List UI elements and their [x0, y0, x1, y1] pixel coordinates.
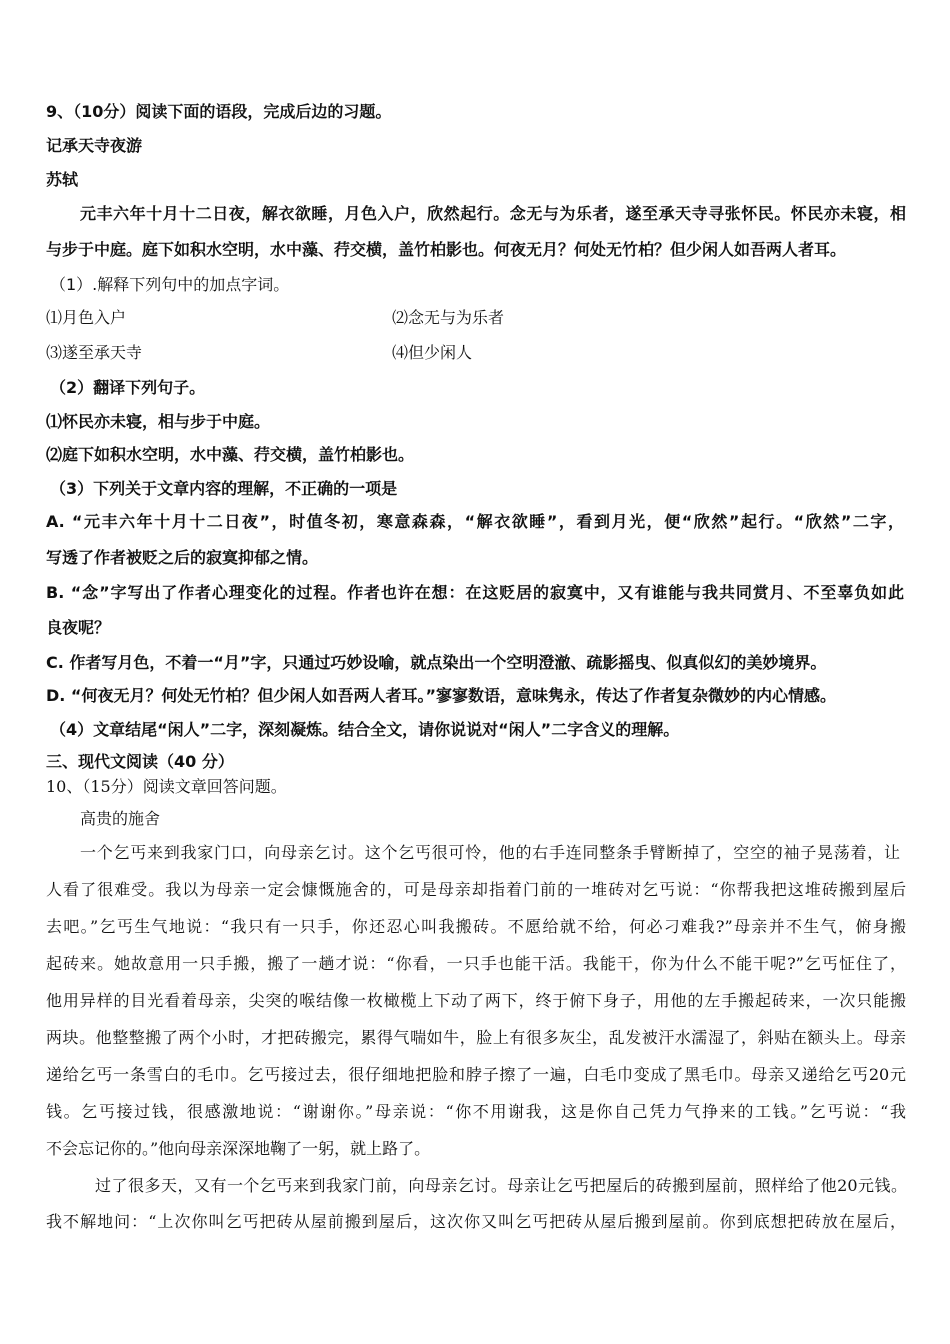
q9-poem-title: 记承天寺夜游 — [46, 136, 143, 155]
section3-heading: 三、现代文阅读（40 分） — [46, 752, 234, 771]
q10-para-line: 钱。乞丐接过钱，很感激地说：“谢谢你。”母亲说：“你不用谢我，这是你自己凭力气挣来的工钱。”乞丐说：“我 — [46, 1102, 906, 1121]
q10-para-line: 不会忘记你的。”他向母亲深深地鞠了一躬，就上路了。 — [46, 1139, 431, 1158]
q9-sub1-item-3: ⑶遂至承天寺 — [46, 343, 143, 362]
q10-para-line: 人看了很难受。我以为母亲一定会慷慨施舍的，可是母亲却指着门前的一堆砖对乞丐说：“你帮我把这堆砖搬到屋后 — [46, 880, 906, 899]
q10-para-line: 起砖来。她故意用一只手搬，搬了一趟才说：“你看，一只手也能干活。我能干，你为什么不能干呢?”乞丐怔住了， — [46, 954, 906, 973]
q10-para-line: 一个乞丐来到我家门口，向母亲乞讨。这个乞丐很可怜，他的右手连同整条手臂断掉了，空空的袖子晃荡着，让 — [80, 843, 900, 862]
q9-sub1-prompt: （1）.解释下列句中的加点字词。 — [50, 275, 290, 294]
q9-option-c: C. 作者写月色，不着一“月”字，只通过巧妙设喻，就点染出一个空明澄澈、疏影摇曳、似真似幻的美妙境界。 — [46, 653, 827, 672]
q10-article-title: 高贵的施舍 — [80, 809, 161, 828]
q10-para-line: 两块。他整整搬了两个小时，才把砖搬完，累得气喘如牛，脸上有很多灰尘，乱发被汗水濡湿了，斜贴在额头上。母亲 — [46, 1028, 906, 1047]
q9-sub2-prompt: （2）翻译下列句子。 — [50, 378, 206, 397]
q9-sub2-item-1: ⑴怀民亦未寝，相与步于中庭。 — [46, 412, 271, 431]
q9-sub1-item-1: ⑴月色入户 — [46, 308, 127, 327]
q10-para-line: 我不解地问：“上次你叫乞丐把砖从屋前搬到屋后，这次你又叫乞丐把砖从屋后搬到屋前。你到底想把砖放在屋后， — [46, 1212, 906, 1231]
q9-sub2-item-2: ⑵庭下如积水空明，水中藻、荇交横，盖竹柏影也。 — [46, 445, 415, 464]
q9-option-d: D. “何夜无月？何处无竹柏？但少闲人如吾两人者耳。”寥寥数语，意味隽永，传达了作者复杂微妙的内心情感。 — [46, 686, 836, 705]
q10-para-line: 去吧。”乞丐生气地说：“我只有一只手，你还忍心叫我搬砖。不愿给就不给，何必刁难我?”母亲并不生气，俯身搬 — [46, 917, 906, 936]
q9-passage-line: 与步于中庭。庭下如积水空明，水中藻、荇交横，盖竹柏影也。何夜无月？何处无竹柏？但少闲人如吾两人者耳。 — [46, 240, 847, 259]
q10-para-line: 递给乞丐一条雪白的毛巾。乞丐接过去，很仔细地把脸和脖子擦了一遍，白毛巾变成了黑毛巾。母亲又递给乞丐20元 — [46, 1065, 906, 1084]
q9-sub1-item-4: ⑷但少闲人 — [392, 343, 473, 362]
q9-sub1-item-2: ⑵念无与为乐者 — [392, 308, 505, 327]
q9-sub3-prompt: （3）下列关于文章内容的理解，不正确的一项是 — [50, 479, 398, 498]
q9-option-a-cont: 写透了作者被贬之后的寂寞抑郁之情。 — [46, 548, 319, 567]
q10-header: 10、（15分）阅读文章回答问题。 — [46, 777, 287, 796]
q10-para-line: 他用异样的目光看着母亲，尖突的喉结像一枚橄榄上下动了两下，终于俯下身子，用他的左手搬起砖来，一次只能搬 — [46, 991, 906, 1010]
q9-author: 苏轼 — [46, 170, 79, 189]
q9-option-a: A. “元丰六年十月十二日夜”，时值冬初，寒意森森，“解衣欲睡”，看到月光，便“欣然”起行。“欣然”二字， — [46, 512, 904, 531]
q9-option-b: B. “念”字写出了作者心理变化的过程。作者也许在想：在这贬居的寂寞中，又有谁能与我共同赏月、不至辜负如此 — [46, 583, 904, 602]
q9-header: 9、（10分）阅读下面的语段，完成后边的习题。 — [46, 102, 392, 121]
q10-para-line: 过了很多天，又有一个乞丐来到我家门前，向母亲乞讨。母亲让乞丐把屋后的砖搬到屋前，照样给了他20元钱。 — [95, 1176, 907, 1195]
q9-passage-line: 元丰六年十月十二日夜，解衣欲睡，月色入户，欣然起行。念无与为乐者，遂至承天寺寻张怀民。怀民亦未寝，相 — [80, 204, 906, 223]
q9-option-b-cont: 良夜呢？ — [46, 618, 111, 637]
q9-sub4-prompt: （4）文章结尾“闲人”二字，深刻凝炼。结合全文，请你说说对“闲人”二字含义的理解。 — [50, 720, 680, 739]
